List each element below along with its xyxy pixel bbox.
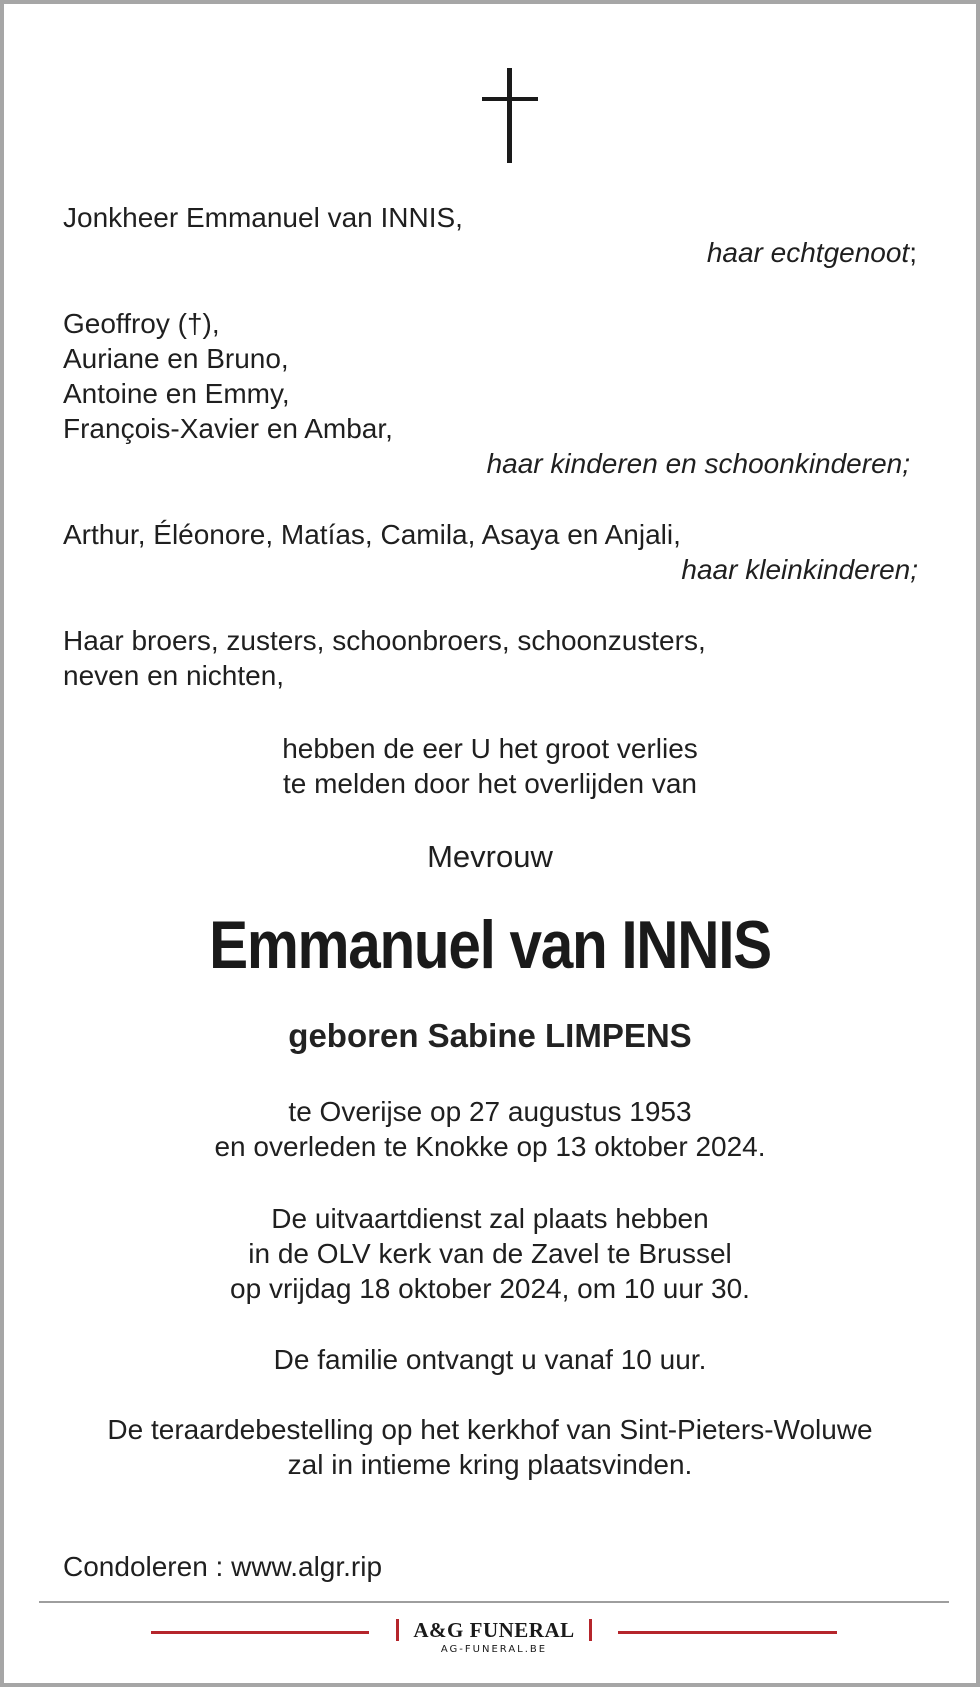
child-name: Antoine en Emmy, [63, 378, 290, 409]
spouse-relation: haar echtgenoot; [706, 237, 917, 268]
logo-website: AG-FUNERAL.BE [440, 1644, 548, 1655]
service-line-3: op vrijdag 18 oktober 2024, om 10 uur 30. [230, 1273, 750, 1304]
grandchildren-relation: haar kleinkinderen; [681, 554, 918, 585]
family-line-2: neven en nichten, [63, 660, 285, 691]
announcement-line-1: hebben de eer U het groot verlies [282, 733, 698, 764]
cross-icon [482, 68, 538, 163]
funeral-logo[interactable] [392, 1616, 596, 1658]
burial-line-2: zal in intieme kring plaatsvinden. [287, 1449, 693, 1480]
dates-line-1: te Overijse op 27 augustus 1953 [288, 1096, 692, 1127]
service-line-1: De uitvaartdienst zal plaats hebben [271, 1203, 709, 1234]
child-name: Auriane en Bruno, [63, 343, 289, 374]
reception: De familie ontvangt u vanaf 10 uur. [273, 1344, 707, 1375]
spouse-name: Jonkheer Emmanuel van INNIS, [63, 202, 463, 233]
child-name: Geoffroy (†), [63, 308, 220, 339]
condolences-link[interactable]: Condoleren : www.algr.rip [63, 1551, 383, 1582]
burial-line-1: De teraardebestelling op het kerkhof van Sint-Pieters-Woluwe [107, 1414, 873, 1445]
title: Mevrouw [427, 839, 553, 874]
footer-divider [39, 1601, 949, 1603]
logo-text: A&G FUNERAL [413, 1618, 575, 1642]
family-line-1: Haar broers, zusters, schoonbroers, schoonzusters, [63, 625, 706, 656]
children-relation: haar kinderen en schoonkinderen; [486, 448, 910, 479]
announcement-line-2: te melden door het overlijden van [282, 768, 698, 799]
footer-left-rule [151, 1631, 369, 1634]
dates-line-2: en overleden te Knokke op 13 oktober 2024. [214, 1131, 766, 1162]
deceased-name: Emmanuel van INNIS [209, 907, 771, 983]
service-line-2: in de OLV kerk van de Zavel te Brussel [248, 1238, 732, 1269]
footer-right-rule [618, 1631, 837, 1634]
grandchildren-names: Arthur, Éléonore, Matías, Camila, Asaya en Anjali, [63, 519, 681, 550]
child-name: François-Xavier en Ambar, [63, 413, 393, 444]
born-as: geboren Sabine LIMPENS [288, 1017, 692, 1054]
